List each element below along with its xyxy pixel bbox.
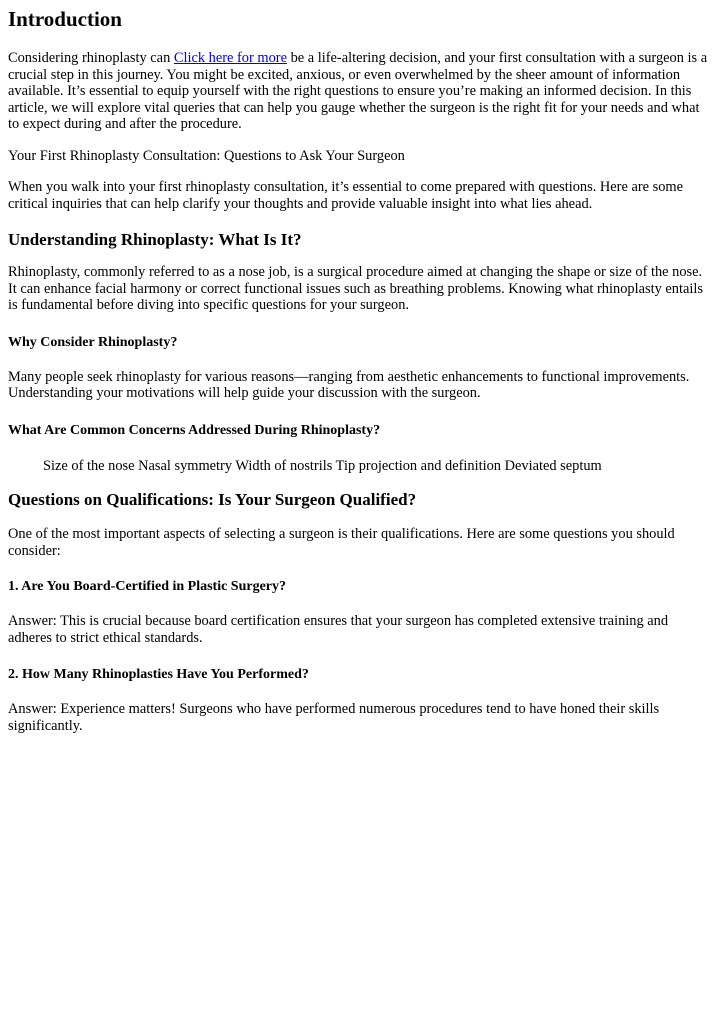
consultation-paragraph: When you walk into your first rhinoplasty consultation, it’s essential to come prepared with questions. Here are some critical inquiries that can help clarify your thoughts and provide valuable insight into what lies ahead. xyxy=(8,179,684,212)
understanding-paragraph: Rhinoplasty, commonly referred to as a nose job, is a surgical procedure aimed at changing the shape or size of the nose. It can enhance facial harmony or correct functional issues such as breathing problems. Knowing what rhinoplasty entails is fundamental before diving into specific questions for your surgeon. xyxy=(8,264,703,313)
why-heading: Why Consider Rhinoplasty? xyxy=(8,334,178,350)
question-1-heading: 1. Are You Board-Certified in Plastic Surgery? xyxy=(8,579,287,594)
qualifications-paragraph: One of the most important aspects of selecting a surgeon is their qualifications. Here are some questions you should consider: xyxy=(8,526,675,559)
intro-paragraph xyxy=(8,50,714,133)
intro-text-after: be a life-altering decision, and your first consultation with a surgeon is a crucial step in this journey. You might be excited, anxious, or even overwhelmed by the sheer amount of information available. It’s essential to equip yourself with the right questions to ensure you’re making an informed decision. In this article, we will explore vital queries that can help you gauge whether the surgeon is the right fit for your needs and what to expect during and after the procedure. xyxy=(8,50,708,132)
page-title: Introduction xyxy=(8,7,122,31)
question-2-heading: 2. How Many Rhinoplasties Have You Performed? xyxy=(8,667,309,682)
understanding-heading: Understanding Rhinoplasty: What Is It? xyxy=(8,230,302,249)
concerns-list: Size of the nose Nasal symmetry Width of nostrils Tip projection and definition Deviated septum xyxy=(43,457,602,474)
intro-text-before: Considering rhinoplasty can xyxy=(8,50,174,66)
article xyxy=(8,0,714,734)
why-paragraph: Many people seek rhinoplasty for various reasons—ranging from aesthetic enhancements to functional improvements. Understanding your motivations will help guide your discussion with the surgeon. xyxy=(8,368,690,401)
qualifications-heading: Questions on Qualifications: Is Your Surgeon Qualified? xyxy=(8,490,417,509)
answer-1-paragraph: Answer: This is crucial because board certification ensures that your surgeon has completed extensive training and adheres to strict ethical standards. xyxy=(8,613,669,646)
concerns-heading: What Are Common Concerns Addressed During Rhinoplasty? xyxy=(8,422,381,438)
answer-2-paragraph: Answer: Experience matters! Surgeons who have performed numerous procedures tend to have honed their skills significantly. xyxy=(8,701,660,734)
click-here-link[interactable]: Click here for more xyxy=(173,50,287,66)
intro-subtitle: Your First Rhinoplasty Consultation: Questions to Ask Your Surgeon xyxy=(8,147,405,164)
